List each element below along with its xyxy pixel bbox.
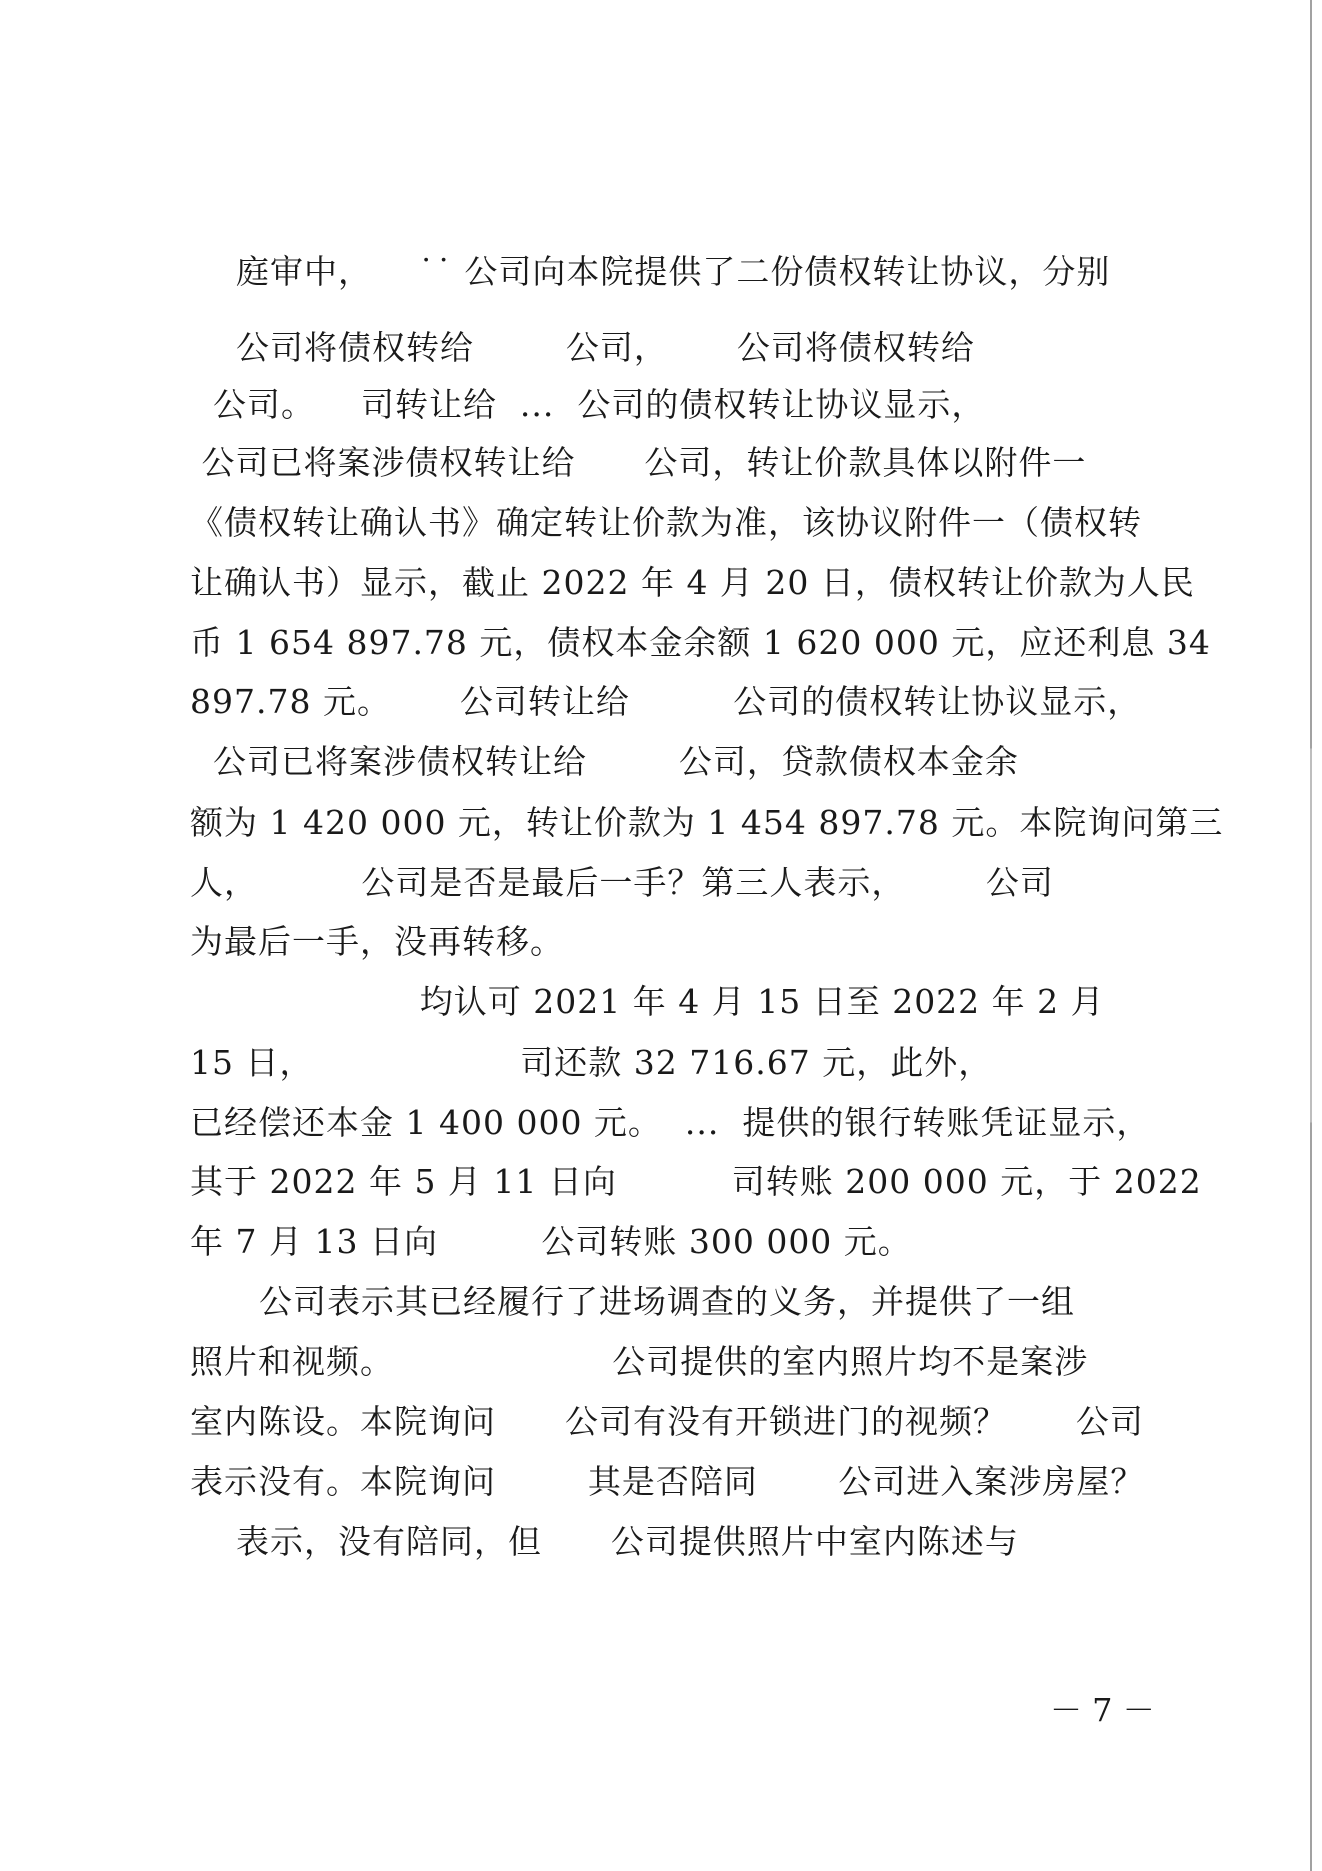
text-line: 表示，没有陪同，但 公司提供照片中室内陈述与 — [190, 1522, 1019, 1561]
text-line: 897.78 元。 公司转让给 公司的债权转让协议显示， — [190, 682, 1142, 721]
text-line: 公司已将案涉债权转让给 公司，转让价款具体以附件一 — [190, 443, 1087, 482]
text-line: 《债权转让确认书》确定转让价款为准，该协议附件一（债权转 — [190, 503, 1142, 542]
text-line: 公司已将案涉债权转让给 公司，贷款债权本金余 — [190, 742, 1019, 781]
text-line: 公司将债权转给 公司， 公司将债权转给 — [190, 328, 975, 367]
text-line: 公司。 司转让给 ... 公司的债权转让协议显示， — [190, 385, 986, 424]
text-line: 表示没有。本院询问 其是否陪同 公司进入案涉房屋？ — [190, 1462, 1145, 1501]
text-line: 额为 1 420 000 元，转让价款为 1 454 897.78 元。本院询问第三 — [190, 803, 1224, 842]
page-number: － 7 － — [1050, 1691, 1155, 1729]
text-line: 已经偿还本金 1 400 000 元。 ... 提供的银行转账凭证显示， — [190, 1103, 1151, 1142]
scan-edge-line — [1310, 0, 1312, 1871]
text-line: 15 日， 司还款 32 716.67 元，此外， — [190, 1043, 993, 1082]
text-line: 让确认书）显示，截止 2022 年 4 月 20 日，债权转让价款为人民 — [190, 563, 1195, 602]
text-line: 其于 2022 年 5 月 11 日向 司转账 200 000 元，于 2022 — [190, 1162, 1202, 1201]
text-line: 年 7 月 13 日向 公司转账 300 000 元。 — [190, 1222, 912, 1261]
text-line: 公司表示其已经履行了进场调查的义务，并提供了一组 — [190, 1282, 1075, 1321]
text-line: 均认可 2021 年 4 月 15 日至 2022 年 2 月 — [190, 982, 1105, 1021]
text-line: 人， 公司是否是最后一手？第三人表示， 公司 — [190, 863, 1054, 902]
text-line: 室内陈设。本院询问 公司有没有开锁进门的视频？ 公司 — [190, 1402, 1144, 1441]
text-line: 照片和视频。 公司提供的室内照片均不是案涉 — [190, 1342, 1089, 1381]
text-line: 币 1 654 897.78 元，债权本金余额 1 620 000 元，应还利息 34 — [190, 623, 1211, 662]
text-line: 庭审中， ˙˙ 公司向本院提供了二份债权转让协议，分别 — [190, 252, 1111, 291]
text-line: 为最后一手，没再转移。 — [190, 922, 564, 961]
